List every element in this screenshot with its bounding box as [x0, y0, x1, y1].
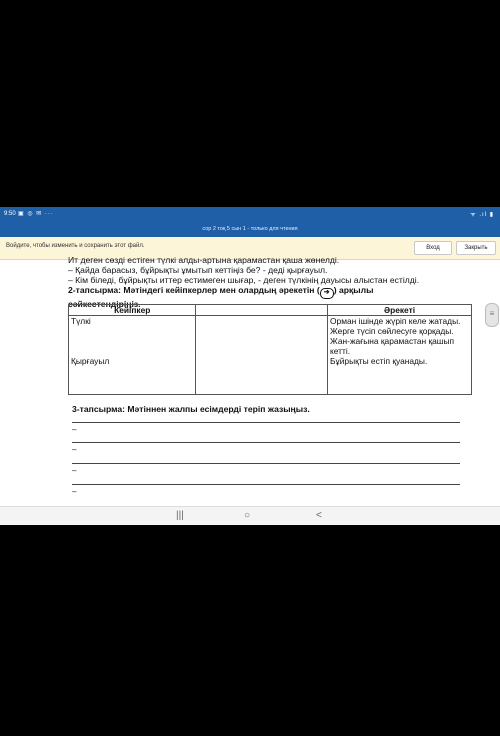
task2-heading-cont: сәйкестендіріңіз. — [68, 299, 141, 309]
action-item: Жерге түсіп сөйлесуге қорқады. — [330, 326, 454, 336]
header-empty — [196, 305, 328, 316]
close-button[interactable]: Закрыть — [456, 241, 496, 255]
scrollbar-thumb[interactable]: ≡ — [485, 303, 499, 327]
notification-icons: ▣ ◎ ✉ ··· — [18, 211, 54, 217]
match-area-cell — [196, 316, 328, 395]
task2-text-a: 2-тапсырма: Мәтіндегі кейіпкерлер мен олардың әрекетін ( — [68, 285, 320, 295]
action-item: Жан-жағына қарамастан қашып кетті. — [330, 336, 455, 356]
character-cell — [69, 316, 196, 395]
home-icon[interactable]: ○ — [244, 510, 251, 521]
document-body — [68, 255, 473, 309]
tablet-screen — [0, 207, 500, 525]
text-line: – Кім біледі, бұйрықты иттер естимеген шығар, - деген түлкінің дауысы алыстан естілді. — [68, 275, 420, 285]
matching-table — [68, 304, 472, 395]
answer-line — [72, 463, 460, 464]
action-item: Орман ішінде жүріп келе жатады. — [330, 316, 461, 326]
back-icon[interactable]: < — [316, 510, 322, 521]
dash-mark: – — [72, 445, 77, 454]
answer-line — [72, 442, 460, 443]
text-line: – Қайда барасыз, бұйрықты ұмытып кеттіңіз бе? - деді қырғауыл. — [68, 265, 328, 275]
character-fox: Түлкі — [71, 316, 91, 326]
task2-text-b: ) арқылы — [333, 285, 374, 295]
signal-battery-icons: ᯤ .ıl ▮ — [470, 212, 494, 218]
header-character: Кейіпкер — [69, 305, 196, 316]
text-line: Ит деген сөзді естіген түлкі алды-артына қарамастан қаша жөнелді. — [68, 255, 340, 265]
infobar-message: Войдите, чтобы изменить и сохранить этот файл. — [6, 243, 145, 249]
recents-icon[interactable]: ||| — [176, 510, 184, 521]
dash-mark: – — [72, 466, 77, 475]
task2-heading — [68, 285, 473, 299]
arrow-icon: ➔ — [320, 288, 334, 299]
answer-line — [72, 484, 460, 485]
status-bar — [0, 207, 500, 222]
navigation-bar — [0, 506, 500, 525]
dash-mark: – — [72, 487, 77, 496]
login-button[interactable]: Вход — [414, 241, 452, 255]
character-pheasant: Қырғауыл — [71, 356, 110, 366]
action-item: Бұйрықты естіп қуанады. — [330, 356, 428, 366]
status-time: 9:50 — [4, 211, 16, 217]
table-header-row — [69, 305, 472, 316]
document-title-bar — [0, 222, 500, 237]
task3-heading: 3-тапсырма: Мәтіннен жалпы есімдерді теріп жазыңыз. — [72, 404, 310, 414]
answer-line — [72, 422, 460, 423]
dash-mark: – — [72, 425, 77, 434]
header-action: Әрекеті — [328, 305, 472, 316]
action-cell — [328, 316, 472, 395]
document-title: сор 2 тоқ 5 сын 1 - только для чтения — [202, 226, 298, 232]
table-row — [69, 316, 472, 395]
